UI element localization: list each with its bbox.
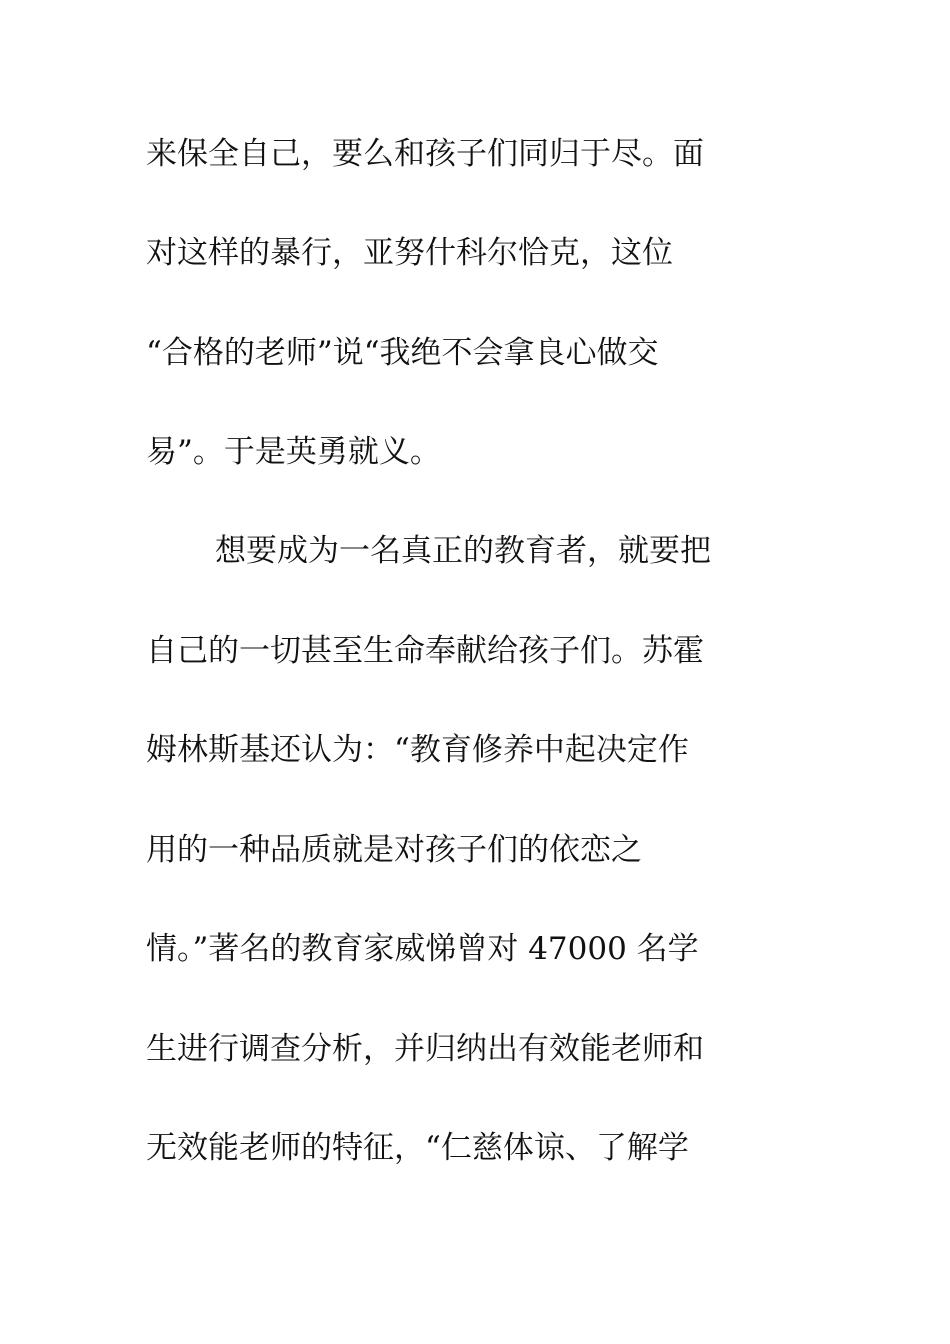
text-line: 来保全自己，要么和孩子们同归于尽。面 bbox=[146, 136, 704, 172]
text-line: 对这样的暴行，亚努什科尔恰克，这位 bbox=[146, 235, 673, 271]
text-line: “合格的老师”说“我绝不会拿良心做交 bbox=[146, 335, 659, 371]
text-line: 生进行调查分析，并归纳出有效能老师和 bbox=[146, 1031, 704, 1067]
text-line: 用的一种品质就是对孩子们的依恋之 bbox=[146, 832, 642, 868]
text-line: 情。”著名的教育家威悌曾对 47000 名学 bbox=[146, 931, 699, 967]
text-line: 姆林斯基还认为：“教育修养中起决定作 bbox=[146, 732, 689, 768]
text-line: 易”。于是英勇就义。 bbox=[146, 434, 441, 470]
text-line: 无效能老师的特征，“仁慈体谅、了解学 bbox=[146, 1130, 689, 1166]
text-line: 自己的一切甚至生命奉献给孩子们。苏霍 bbox=[146, 633, 704, 669]
paragraph-first-line: 想要成为一名真正的教育者，就要把 bbox=[215, 533, 711, 569]
